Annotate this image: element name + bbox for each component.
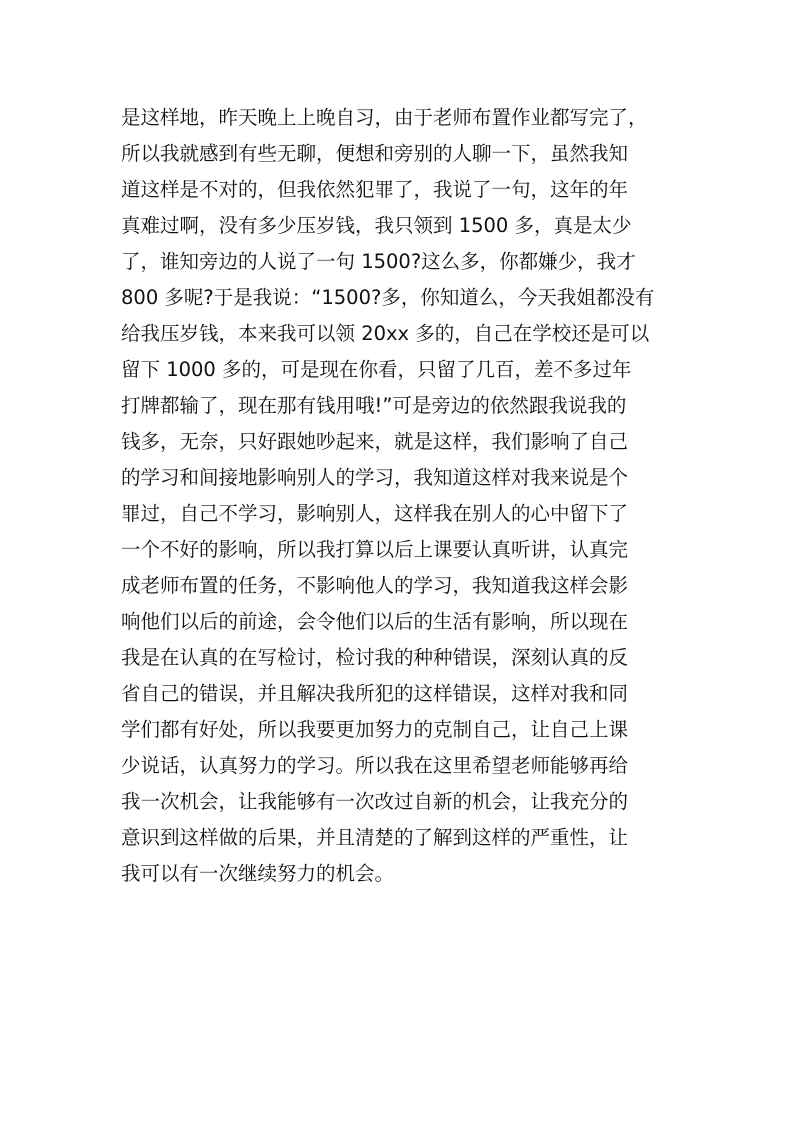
text-line: 钱多，无奈，只好跟她吵起来，就是这样，我们影响了自己 bbox=[121, 430, 629, 453]
text-line: 意识到这样做的后果，并且清楚的了解到这样的严重性，让 bbox=[121, 826, 629, 849]
text-line: 是这样地，昨天晚上上晚自习，由于老师布置作业都写完了， bbox=[121, 106, 648, 129]
text-line: 所以我就感到有些无聊，便想和旁别的人聊一下，虽然我知 bbox=[121, 142, 629, 165]
text-line: 我一次机会，让我能够有一次改过自新的机会，让我充分的 bbox=[121, 790, 629, 813]
text-line: 给我压岁钱，本来我可以领 20xx 多的，自己在学校还是可以 bbox=[121, 322, 650, 345]
text-line: 了，谁知旁边的人说了一句 1500?这么多，你都嫌少，我才 bbox=[121, 250, 636, 273]
text-line: 的学习和间接地影响别人的学习，我知道这样对我来说是个 bbox=[121, 466, 629, 489]
body-paragraph bbox=[121, 100, 681, 892]
text-line: 800 多呢?于是我说：“1500?多，你知道么，今天我姐都没有 bbox=[121, 286, 655, 309]
text-line: 真难过啊，没有多少压岁钱，我只领到 1500 多，真是太少 bbox=[121, 214, 632, 237]
text-line: 我可以有一次继续努力的机会。 bbox=[121, 862, 395, 885]
text-line: 一个不好的影响，所以我打算以后上课要认真听讲，认真完 bbox=[121, 538, 629, 561]
text-line: 学们都有好处，所以我要更加努力的克制自己，让自己上课 bbox=[121, 718, 629, 741]
text-line: 少说话，认真努力的学习。所以我在这里希望老师能够再给 bbox=[121, 754, 629, 777]
text-line: 罪过，自己不学习，影响别人，这样我在别人的心中留下了 bbox=[121, 502, 629, 525]
text-line: 打牌都输了，现在那有钱用哦!”可是旁边的依然跟我说我的 bbox=[121, 394, 627, 417]
text-line: 成老师布置的任务，不影响他人的学习，我知道我这样会影 bbox=[121, 574, 629, 597]
text-line: 省自己的错误，并且解决我所犯的这样错误，这样对我和同 bbox=[121, 682, 629, 705]
text-line: 响他们以后的前途，会令他们以后的生活有影响，所以现在 bbox=[121, 610, 629, 633]
text-line: 道这样是不对的，但我依然犯罪了，我说了一句，这年的年 bbox=[121, 178, 629, 201]
text-line: 留下 1000 多的，可是现在你看，只留了几百，差不多过年 bbox=[121, 358, 632, 381]
text-line: 我是在认真的在写检讨，检讨我的种种错误，深刻认真的反 bbox=[121, 646, 629, 669]
